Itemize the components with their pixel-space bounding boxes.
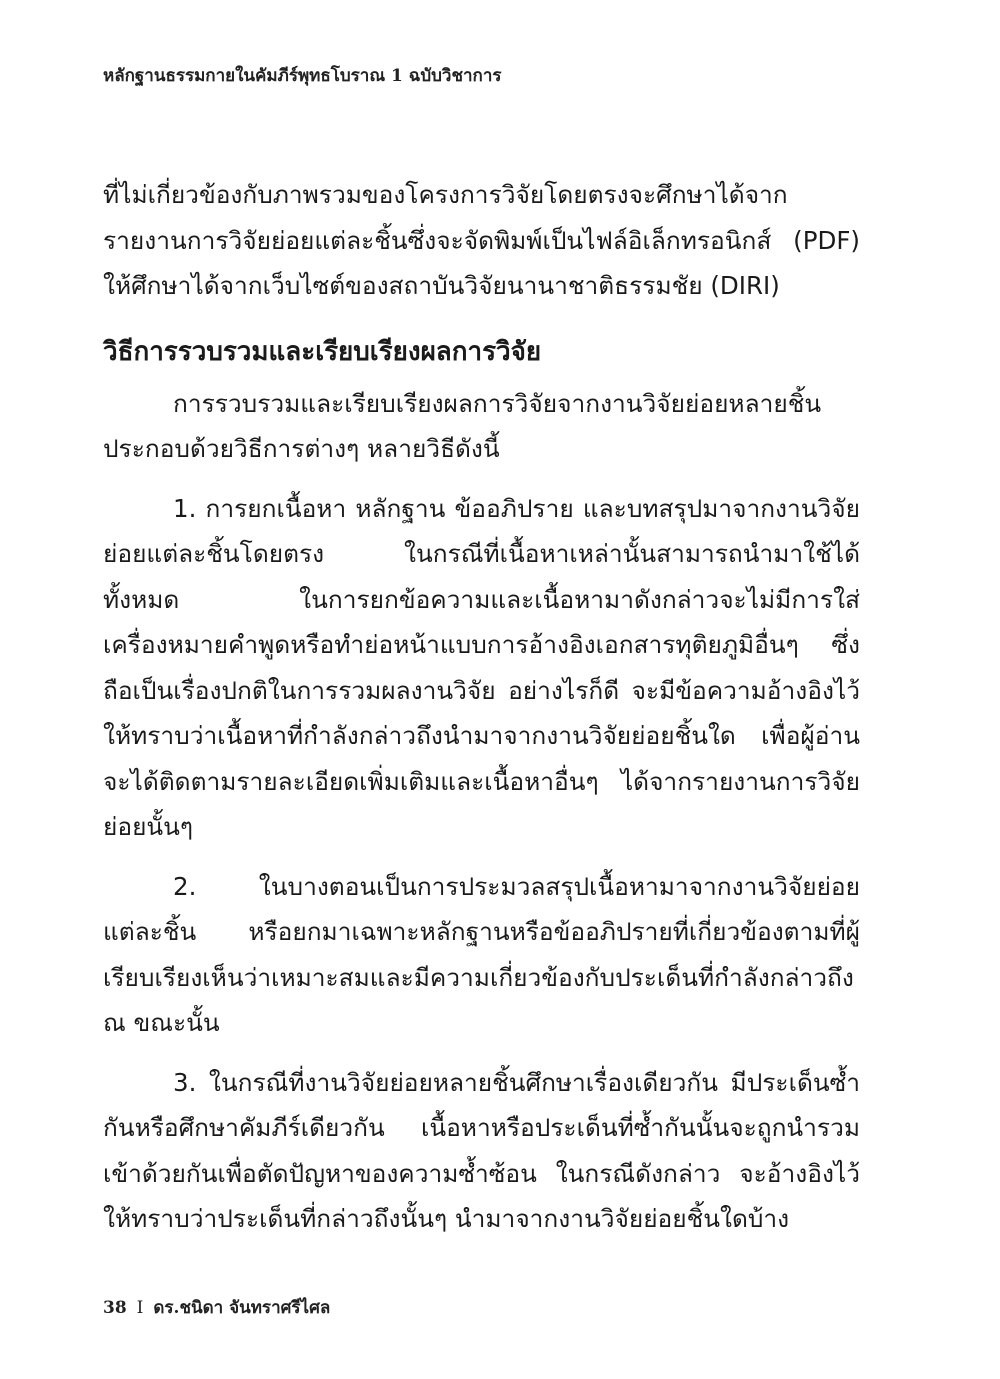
page-number: 38 xyxy=(103,1298,127,1318)
footer-separator: I xyxy=(136,1298,144,1318)
page-body xyxy=(103,172,860,1242)
intro-paragraph: ที่ไม่เกี่ยวข้องกับภาพรวมของโครงการวิจัยโดยตรงจะศึกษาได้จากรายงานการวิจัยย่อยแต่ละชิ้นซึ่งจะจัดพิมพ์เป็นไฟล์อิเล็กทรอนิกส์ (PDF) ให้ศึกษาได้จากเว็บไซต์ของสถาบันวิจัยนานาชาติธรรมชัย (DIRI) xyxy=(103,180,860,300)
section-heading: วิธีการรวบรวมและเรียบเรียงผลการวิจัย xyxy=(103,336,542,367)
list-item-1: 1. การยกเนื้อหา หลักฐาน ข้ออภิปราย และบทสรุปมาจากงานวิจัยย่อยแต่ละชิ้นโดยตรง ในกรณีที่เนื้อหาเหล่านั้นสามารถนำมาใช้ได้ทั้งหมด ในการยกข้อความและเนื้อหามาดังกล่าวจะไม่มีการใส่เครื่องหมายคำพูดหรือทำย่อหน้าแบบการอ้างอิงเอกสารทุติยภูมิอื่นๆ ซึ่งถือเป็นเรื่องปกติในการรวมผลงานวิจัย อย่างไรก็ดี จะมีข้อความอ้างอิงไว้ให้ทราบว่าเนื้อหาที่กำลังกล่าวถึงนำมาจากงานวิจัยย่อยชิ้นใด เพื่อผู้อ่านจะได้ติดตามรายละเอียดเพิ่มเติมและเนื้อหาอื่นๆ ได้จากรายงานการวิจัยย่อยนั้นๆ xyxy=(103,493,860,841)
running-header: หลักฐานธรรมกายในคัมภีร์พุทธโบราณ 1 ฉบับวิชาการ xyxy=(103,66,502,86)
list-item-3: 3. ในกรณีที่งานวิจัยย่อยหลายชิ้นศึกษาเรื่องเดียวกัน มีประเด็นซ้ำกันหรือศึกษาคัมภีร์เดียวกัน เนื้อหาหรือประเด็นที่ซ้ำกันนั้นจะถูกนำรวมเข้าด้วยกันเพื่อตัดปัญหาของความซ้ำซ้อน ในกรณีดังกล่าว จะอ้างอิงไว้ให้ทราบว่าประเด็นที่กล่าวถึงนั้นๆ นำมาจากงานวิจัยย่อยชิ้นใดบ้าง xyxy=(103,1067,860,1233)
author-name: ดร.ชนิดา จันทราศรีไศล xyxy=(153,1298,331,1318)
list-item-2: 2. ในบางตอนเป็นการประมวลสรุปเนื้อหามาจากงานวิจัยย่อยแต่ละชิ้น หรือยกมาเฉพาะหลักฐานหรือข้ออภิปรายที่เกี่ยวข้องตามที่ผู้เรียบเรียงเห็นว่าเหมาะสมและมีความเกี่ยวข้องกับประเด็นที่กำลังกล่าวถึง ณ ขณะนั้น xyxy=(103,871,860,1037)
page-footer xyxy=(103,1294,330,1321)
section-intro-paragraph: การรวบรวมและเรียบเรียงผลการวิจัยจากงานวิจัยย่อยหลายชิ้นประกอบด้วยวิธีการต่างๆ หลายวิธีดังนี้ xyxy=(103,388,822,463)
